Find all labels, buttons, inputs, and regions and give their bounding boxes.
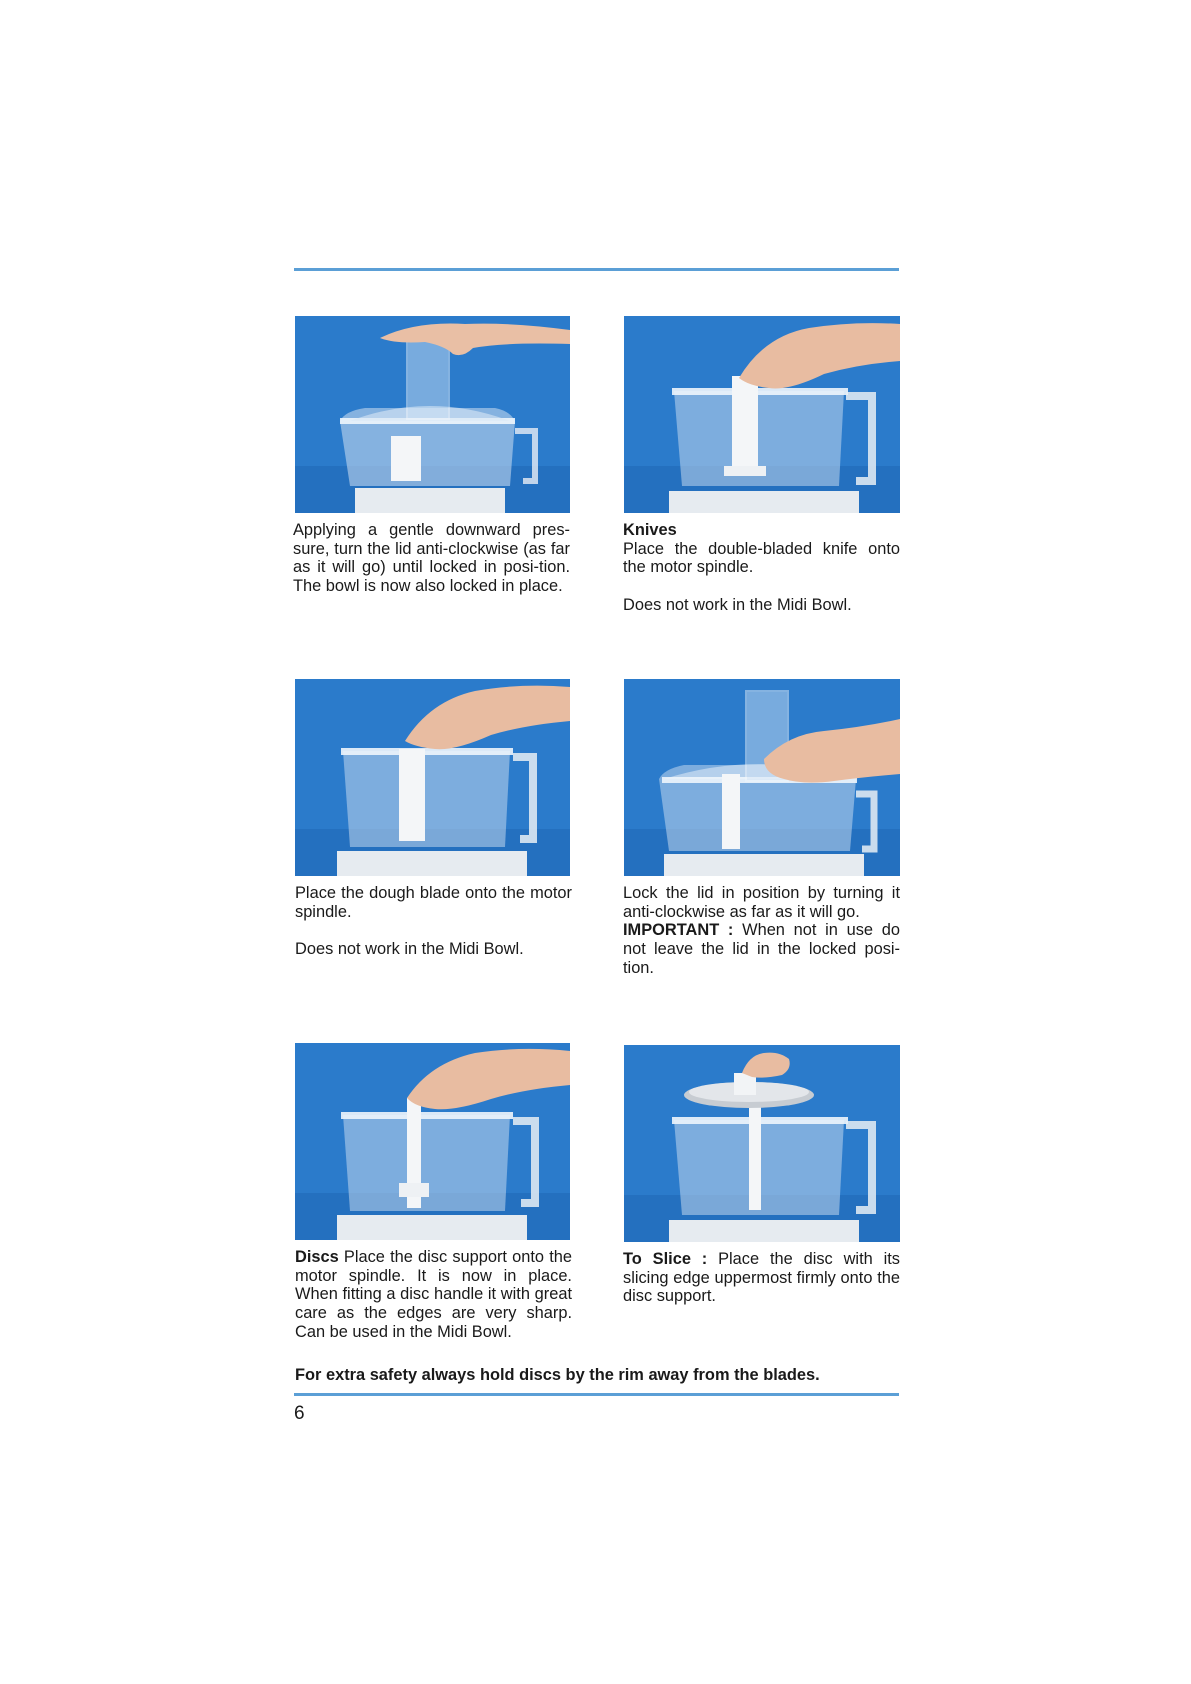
photo-dough-blade (295, 679, 570, 876)
caption-step-4 (623, 884, 900, 978)
page-number: 6 (294, 1403, 305, 1424)
caption-step-4-text: Lock the lid in position by turning it anti-clockwise as far as it will go. (623, 884, 900, 921)
caption-step-3-text: Place the dough blade onto the motor spindle. (295, 884, 572, 921)
caption-step-2-text: Place the double-bladed knife onto the motor spindle. (623, 539, 900, 577)
caption-step-6-text: Place the disc with its slicing edge uppermost firmly onto the disc support. (623, 1250, 900, 1306)
photo-slicing-disc (624, 1045, 900, 1242)
important-text: When not in use do not leave the lid in the locked posi-tion. (623, 921, 900, 977)
caption-step-1 (293, 521, 570, 596)
safety-note: For extra safety always hold discs by the rim away from the blades. (295, 1366, 820, 1384)
caption-step-1-text: Applying a gentle downward pres-sure, turn the lid anti-clockwise (as far as it will go) until locked in posi-tion. The bowl is now also locked in place. (293, 521, 570, 596)
caption-step-5-text: Place the disc support onto the motor spindle. It is now in place. When fitting a disc handle it with great care as the edges are very sharp. Can be used in the Midi Bowl. (295, 1248, 572, 1341)
photo-lock-lid (624, 679, 900, 876)
to-slice-heading: To Slice : (623, 1250, 708, 1268)
caption-step-6 (623, 1250, 900, 1306)
caption-step-5 (295, 1248, 572, 1342)
caption-step-3-note: Does not work in the Midi Bowl. (295, 940, 524, 959)
photo-knife-onto-spindle (624, 316, 900, 513)
knives-heading: Knives (623, 521, 677, 539)
discs-heading: Discs (295, 1248, 339, 1266)
caption-step-2-note: Does not work in the Midi Bowl. (623, 595, 852, 614)
caption-step-2 (623, 521, 900, 615)
photo-disc-support (295, 1043, 570, 1240)
important-label: IMPORTANT : (623, 921, 734, 940)
bottom-divider-rule (294, 1393, 899, 1396)
caption-step-3 (295, 884, 572, 959)
photo-lid-pressed-down (295, 316, 570, 513)
top-divider-rule (294, 268, 899, 271)
